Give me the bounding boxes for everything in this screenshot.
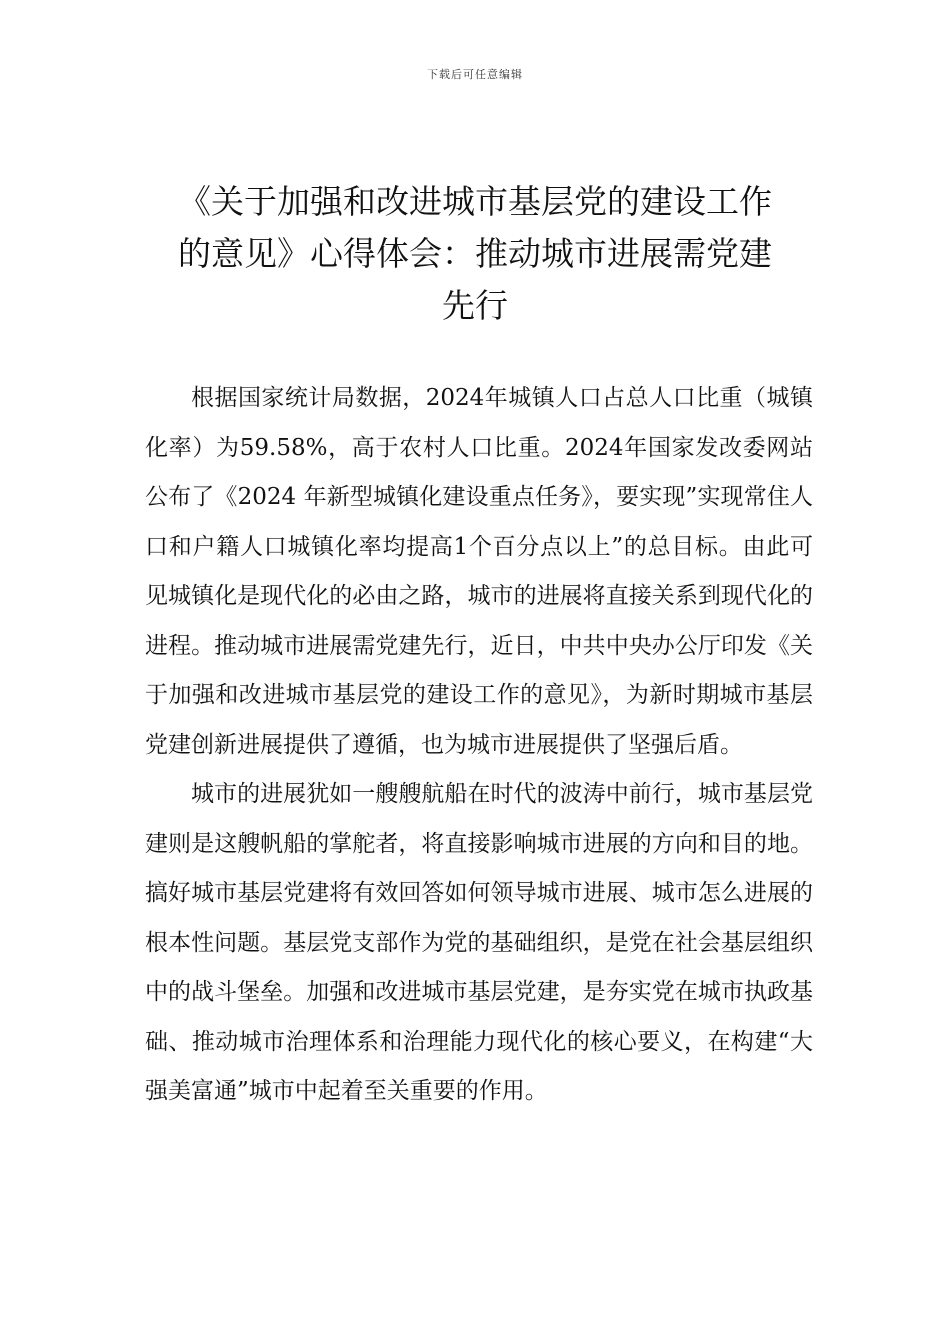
document-body bbox=[145, 374, 813, 1117]
title-line: 的意见》心得体会：推动城市进展需党建 bbox=[178, 234, 772, 273]
header-note: 下载后可任意编辑 bbox=[427, 68, 523, 81]
title-line: 先行 bbox=[442, 286, 508, 325]
title-line: 《关于加强和改进城市基层党的建设工作 bbox=[178, 182, 772, 221]
paragraph: 城市的进展犹如一艘艘航船在时代的波涛中前行，城市基层党建则是这艘帆船的掌舵者，将直接影响城市进展的方向和目的地。搞好城市基层党建将有效回答如何领导城市进展、城市怎么进展的根本性问题。基层党支部作为党的基础组织，是党在社会基层组织中的战斗堡垒。加强和改进城市基层党建，是夯实党在城市执政基础、推动城市治理体系和治理能力现代化的核心要义，在构建“大强美富通”城市中起着至关重要的作用。 bbox=[145, 781, 813, 1104]
paragraph: 根据国家统计局数据，2024年城镇人口占总人口比重（城镇化率）为59.58%，高于农村人口比重。2024年国家发改委网站公布了《2024 年新型城镇化建设重点任务》，要实现”实现常住人口和户籍人口城镇化率均提高1个百分点以上”的总目标。由此可见城镇化是现代化的必由之路，城市的进展将直接关系到现代化的进程。推动城市进展需党建先行，近日，中共中央办公厅印发《关于加强和改进城市基层党的建设工作的意见》，为新时期城市基层党建创新进展提供了遵循，也为城市进展提供了坚强后盾。 bbox=[145, 385, 813, 758]
document-title bbox=[150, 176, 800, 332]
